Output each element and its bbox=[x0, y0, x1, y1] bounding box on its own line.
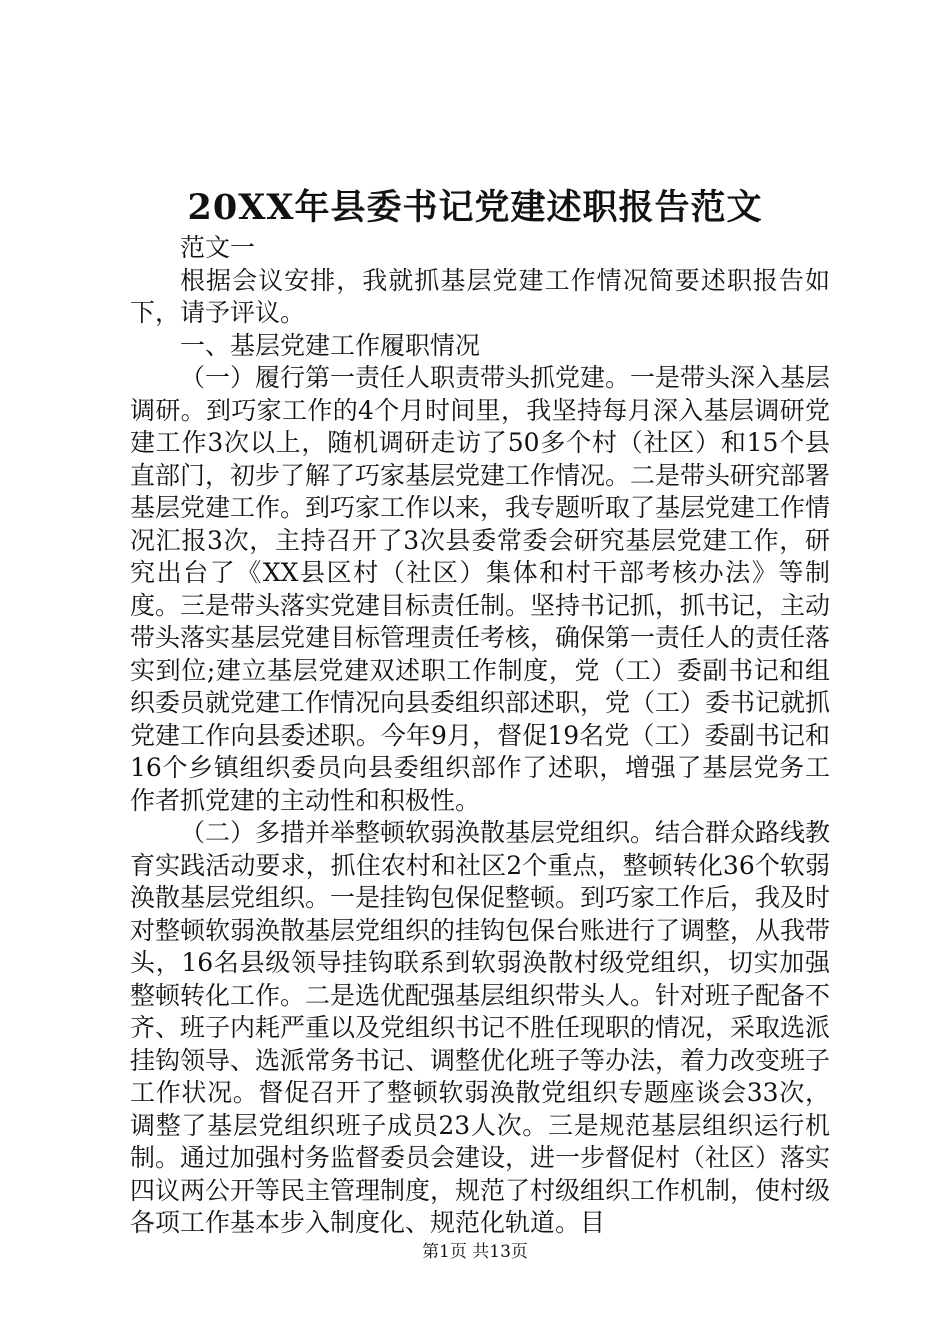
paragraph-section-1: （一）履行第一责任人职责带头抓党建。一是带头深入基层调研。到巧家工作的4个月时间里，我坚持每月深入基层调研党建工作3次以上，随机调研走访了50多个村（社区）和15个县直部门，初步了解了巧家基层党建工作情况。二是带头研究部署基层党建工作。到巧家工作以来，我专题听取了基层党建工作情况汇报3次，主持召开了3次县委常委会研究基层党建工作，研究出台了《XX县区村（社区）集体和村干部考核办法》等制度。三是带头落实党建目标责任制。坚持书记抓，抓书记，主动带头落实基层党建目标管理责任考核，确保第一责任人的责任落实到位;建立基层党建双述职工作制度，党（工）委副书记和组织委员就党建工作情况向县委组织部述职，党（工）委书记就抓党建工作向县委述职。今年9月，督促19名党（工）委副书记和16个乡镇组织委员向县委组织部作了述职，增强了基层党务工作者抓党建的主动性和积极性。 bbox=[130, 363, 831, 815]
document-title: 20XX年县委书记党建述职报告范文 bbox=[187, 187, 763, 228]
section-heading: 一、基层党建工作履职情况 bbox=[180, 330, 481, 360]
document-body bbox=[130, 232, 830, 1240]
page-footer: 第1页 共13页 bbox=[422, 1242, 528, 1262]
paragraph-subtitle: 范文一 bbox=[180, 233, 256, 262]
paragraph-section-2: （二）多措并举整顿软弱涣散基层党组织。结合群众路线教育实践活动要求，抓住农村和社区2个重点，整顿转化36个软弱涣散基层党组织。一是挂钩包保促整顿。到巧家工作后，我及时对整顿软弱涣散基层党组织的挂钩包保台账进行了调整，从我带头，16名县级领导挂钩联系到软弱涣散村级党组织，切实加强整顿转化工作。二是选优配强基层组织带头人。针对班子配备不齐、班子内耗严重以及党组织书记不胜任现职的情况，采取选派挂钩领导、选派常务书记、调整优化班子等办法，着力改变班子工作状况。督促召开了整顿软弱涣散党组织专题座谈会33次，调整了基层党组织班子成员23人次。三是规范基层组织运行机制。通过加强村务监督委员会建设，进一步督促村（社区）落实四议两公开等民主管理制度，规范了村级组织工作机制，使村级各项工作基本步入制度化、规范化轨道。目 bbox=[130, 818, 831, 1237]
paragraph-intro: 根据会议安排，我就抓基层党建工作情况简要述职报告如下，请予评议。 bbox=[130, 265, 830, 327]
